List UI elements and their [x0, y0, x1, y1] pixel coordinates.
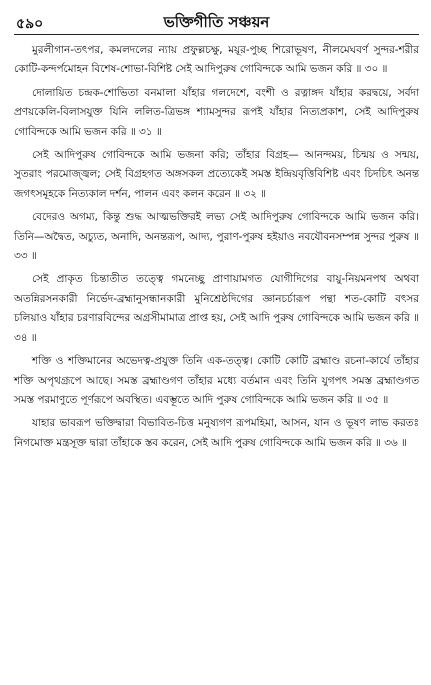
verse-paragraph-31: দোলায়িত চন্দ্রক-শোভিতা বনমালা যাঁহার গলদেশে, বংশী ও রত্নাঙ্গদ যাঁহার করদ্বয়ে, সর্বদা প্রণয়কেলি-বিলাসযুক্ত যিনি ললিত-ত্রিভঙ্গ শ্যামসুন্দর রূপই যাঁহার নিত্যপ্রকাশ, সেই আদিপুরুষ গোবিন্দকে আমি ভজন করি ॥ ৩১ ॥ [14, 86, 419, 138]
page-number: ৫৯০ [16, 16, 44, 32]
verse-paragraph-35: শক্তি ও শক্তিমানের অভেদত্ব-প্রযুক্ত তিনি এক-তত্ত্ব। কোটি কোটি ব্রহ্মাণ্ড রচনা-কার্যে তাঁহার শক্তি অপৃথগ্রূপে আছে। সমস্ত ব্রহ্মাণ্ডগণ তাঁহার মধ্যে বর্তমান এবং তিনি যুগপৎ সমস্ত ব্রহ্মাণ্ডগত সমস্ত পরমাণুতে পূর্ণরূপে অবস্থিত। এবম্ভূতে আদি পুরুষ গোবিন্দকে আমি ভজন করি ॥ ৩৫ ॥ [14, 355, 419, 406]
body-text [14, 41, 419, 453]
verse-paragraph-32: সেই আদিপুরুষ গোবিন্দকে আমি ভজনা করি; তাঁহার বিগ্রহ— আনন্দময়, চিন্ময় ও সন্ময়, সুতরাং পরমোজ্জ্বল; সেই বিগ্রহগত অঙ্গসকল প্রত্যেকেই সমস্ত ইন্দ্রিয়বৃত্তিবিশিষ্ট এবং চিদচিৎ অনন্ত জগৎসমূহকে নিত্যকাল দর্শন, পালন এবং কলন করেন ॥ ৩২ ॥ [14, 149, 419, 200]
book-page [14, 8, 419, 678]
verse-paragraph-36: যাহার ভাবরূপ ভক্তিদ্বারা বিভাবিত-চিত্ত মনুষ্যগণ রূপমহিমা, আসন, যান ও ভূষণ লাভ করতঃ নিগমোক্ত মন্ত্রসূক্ত দ্বারা তাঁহাকে স্তব করেন, সেই আদি পুরুষ গোবিন্দকে আমি ভজন করি ॥ ৩৬ ॥ [14, 417, 419, 449]
page-header [14, 8, 419, 35]
verse-paragraph-30: মুরলীগান-তৎপর, কমলদলের ন্যায় প্রফুল্লচক্ষু, ময়ূর-পুচ্ছ শিরোভূষণ, নীলমেঘবর্ণ সুন্দর-শরীর কোটি-কন্দর্পমোহন বিশেষ-শোভা-বিশিষ্ট সেই আদিপুরুষ গোবিন্দকে আমি ভজন করি ॥ ৩০ ॥ [14, 44, 419, 76]
running-title: ভক্তিগীতি সঞ্চয়ন [163, 13, 270, 31]
verse-paragraph-34: সেই প্রাকৃত চিন্তাতীত তত্ত্বে গমনেচ্ছু প্রাণায়ামগত যোগীদিগের বায়ু-নিয়মনপথ অথবা অতন্নিরসনকারী নির্ভেদ-ব্রহ্মানুসন্ধানকারী মুনিশ্রেষ্ঠদিগের জ্ঞানচর্চারূপ পন্থা শত-কোটি বৎসর চলিয়াও যাঁহার চরণারবিন্দের অগ্রসীমামাত্র প্রাপ্ত হয়, সেই আদি পুরুষ গোবিন্দকে আমি ভজন করি ॥ ৩৪ ॥ [14, 273, 419, 344]
verse-paragraph-33: বেদেরও অগম্য, কিন্তু শুদ্ধ আত্মভক্তিরই লভ্য সেই আদিপুরুষ গোবিন্দকে আমি ভজন করি। তিনি—অদ্বৈত, অচ্যুত, অনাদি, অনন্তরূপ, আদ্য, পুরাণ-পুরুষ হইয়াও নবযৌবনসম্পন্ন সুন্দর পুরুষ ॥ ৩৩ ॥ [14, 211, 419, 263]
